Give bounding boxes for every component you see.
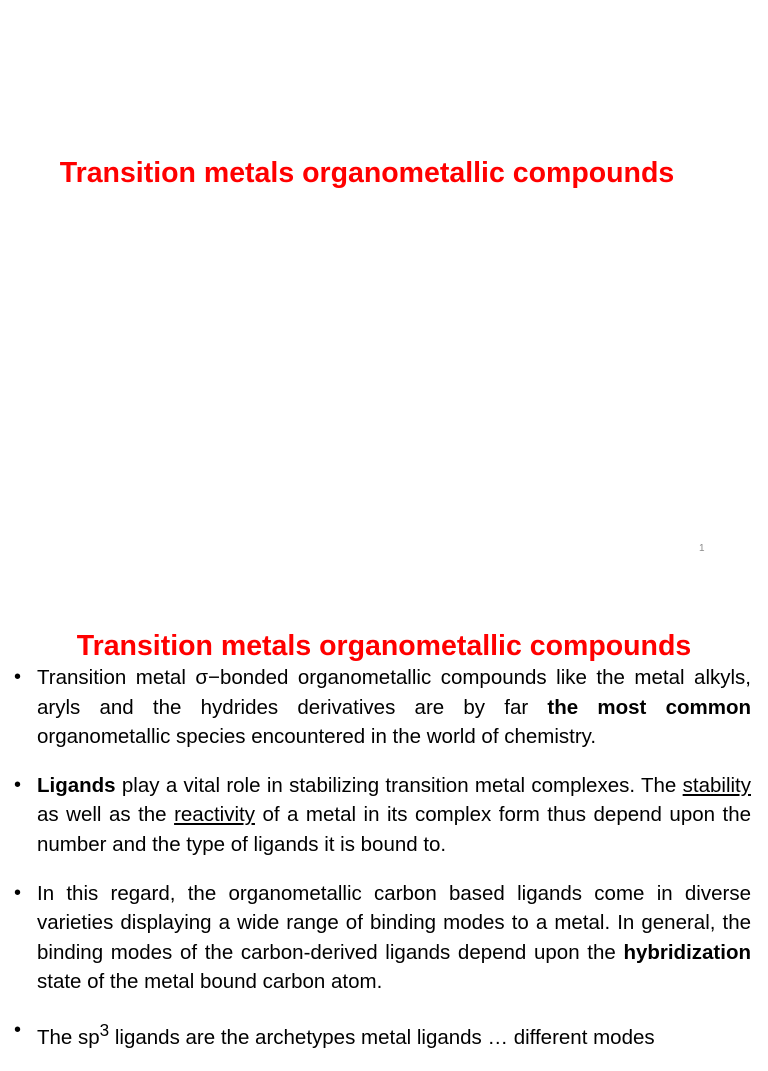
bullet-text-segment: as well as the [37, 803, 175, 827]
bullet-text-segment: In this regard, the organometallic carbon based ligands come in diverse varieties displaying a wide range of binding modes to a metal. In general, the binding modes of the carbon-derived ligands depend upon the [37, 881, 751, 964]
bullet-point-icon: • [14, 666, 22, 688]
bullet-list [0, 663, 768, 1071]
bullet-item [0, 879, 768, 997]
bullet-item [0, 1016, 768, 1052]
bullet-text-segment: Ligands [37, 773, 116, 797]
bullet-point-icon: • [14, 881, 22, 904]
bullet-text-segment: hybridization [623, 940, 751, 964]
bullet-text-segment: Transition metal σ−bonded organometallic compounds like the metal alkyls, aryls and the hydrides derivatives are by far [37, 666, 751, 719]
bullet-text-segment: stability [682, 773, 751, 797]
bullet-text-segment: The sp [37, 1025, 100, 1049]
bullet-text-segment: 3 [99, 1020, 110, 1040]
bullet-text-segment: state of the metal bound carbon atom. [37, 970, 383, 994]
bullet-text-segment: organometallic species encountered in the world of chemistry. [37, 725, 597, 749]
bullet-text-segment: of a metal in its complex form thus depend upon the number and the type of ligands it is bound to. [37, 803, 752, 856]
bullet-item [0, 771, 768, 860]
bullet-text-segment: reactivity [174, 803, 255, 827]
bullet-text-segment: the most common [547, 695, 751, 719]
bullet-point-icon: • [14, 773, 22, 796]
bullet-item [0, 663, 768, 752]
slide-number: 1 [699, 543, 705, 554]
bullet-text-segment: ligands are the archetypes metal ligands … different modes [109, 1025, 655, 1049]
bullet-point-icon: • [14, 1018, 22, 1041]
slide-2-title: Transition metals organometallic compounds [76, 630, 692, 662]
bullet-text-segment: play a vital role in stabilizing transition metal complexes. The [115, 773, 683, 797]
slide-1-title: Transition metals organometallic compounds [59, 157, 675, 189]
slide-2 [0, 576, 768, 1049]
